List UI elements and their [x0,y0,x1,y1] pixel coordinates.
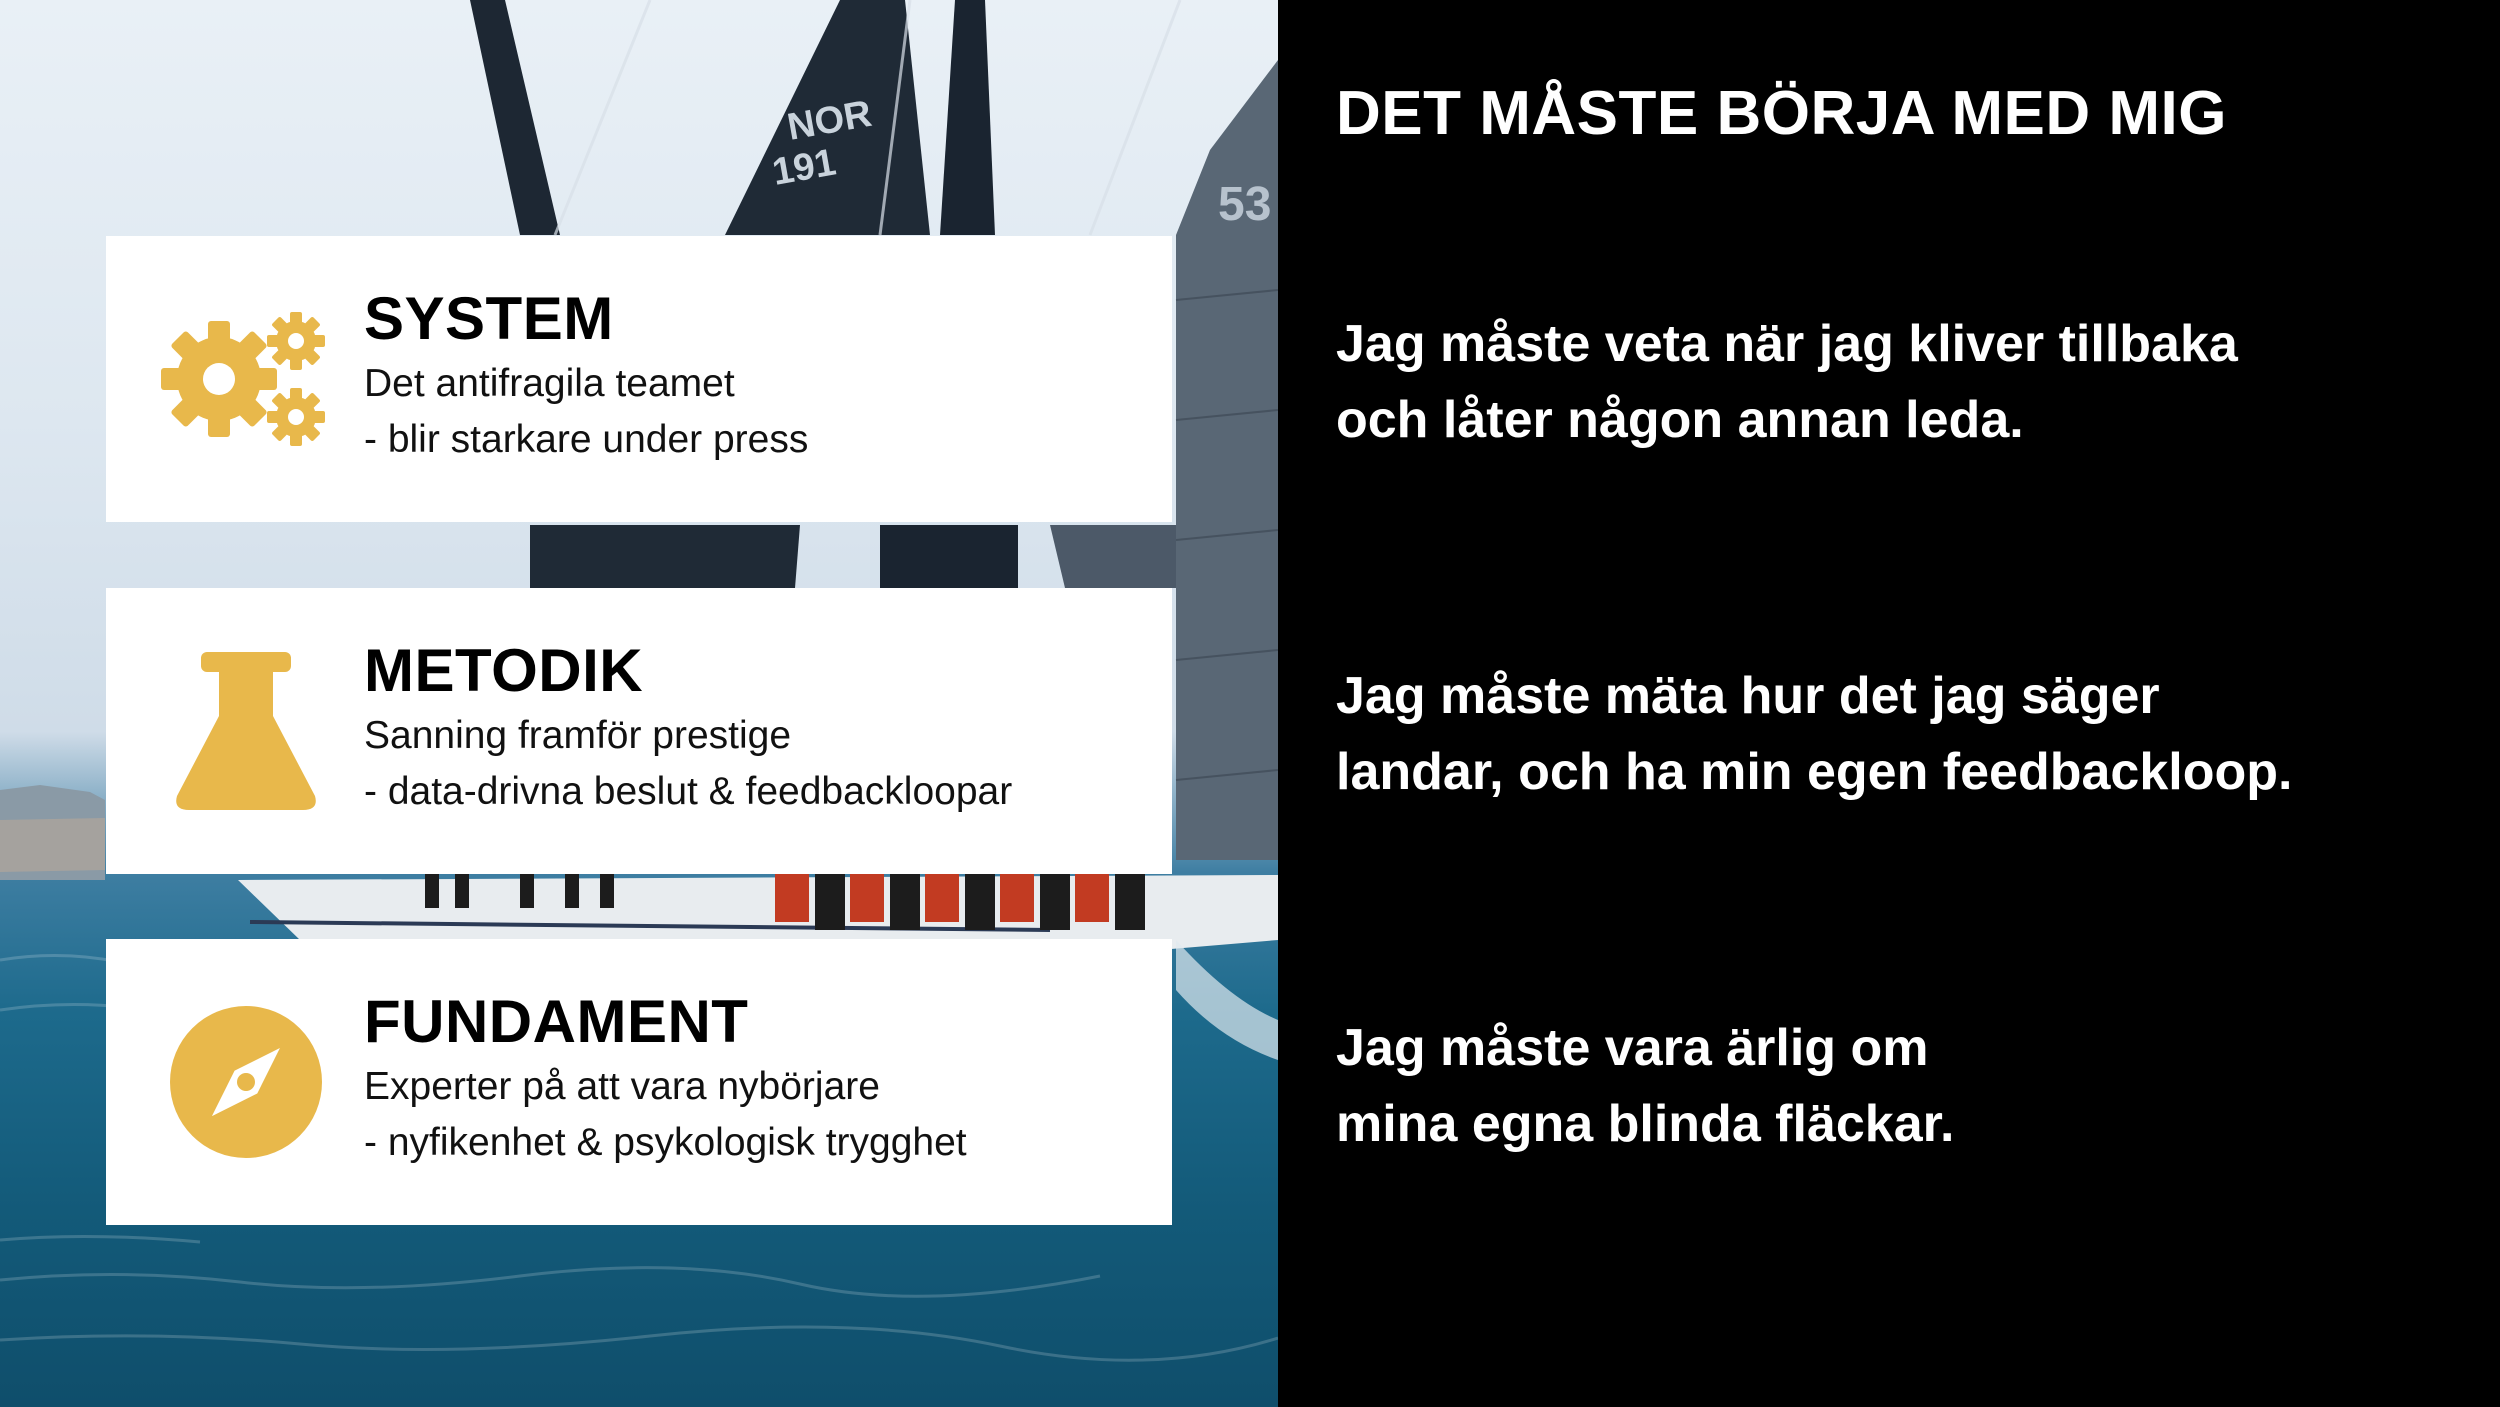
gears-icon [156,289,336,469]
statement-line: Jag måste vara ärlig om [1336,1019,1929,1077]
card-system-text [364,286,808,468]
card-metodik [106,588,1172,874]
compass-icon [156,992,336,1172]
page-title: DET MÅSTE BÖRJA MED MIG [1336,79,2228,148]
statement-line: och låter någon annan leda. [1336,391,2024,449]
statement-line: Jag måste veta när jag kliver tillbaka [1336,315,2238,373]
card-title: METODIK [364,637,644,704]
card-metodik-text [364,638,1012,820]
sail-number-right: 53 [1218,178,1272,231]
card-title: FUNDAMENT [364,988,749,1055]
card-subtitle: Experter på att vara nybörjare [364,1065,880,1108]
statement-line: mina egna blinda fläckar. [1336,1095,1955,1153]
card-fundament [106,939,1172,1225]
statement-3 [1336,1010,1954,1162]
card-subtitle: Det antifragila teamet [364,362,735,405]
card-title: SYSTEM [364,285,614,352]
statements-panel [1278,0,2500,1407]
card-system [106,236,1172,522]
flask-icon [156,641,336,821]
sail-number-top: NOR [784,92,875,149]
statement-line: Jag måste mäta hur det jag säger [1336,667,2160,725]
card-description: - blir starkare under press [364,418,809,461]
card-description: - nyfikenhet & psykologisk trygghet [364,1121,967,1164]
sail-number-bottom: 191 [769,141,840,194]
statement-2 [1336,658,2292,810]
card-description: - data-drivna beslut & feedbackloopar [364,770,1013,813]
statement-1 [1336,306,2238,458]
statement-line: landar, och ha min egen feedbackloop. [1336,743,2293,801]
card-fundament-text [364,989,967,1171]
card-subtitle: Sanning framför prestige [364,714,792,757]
